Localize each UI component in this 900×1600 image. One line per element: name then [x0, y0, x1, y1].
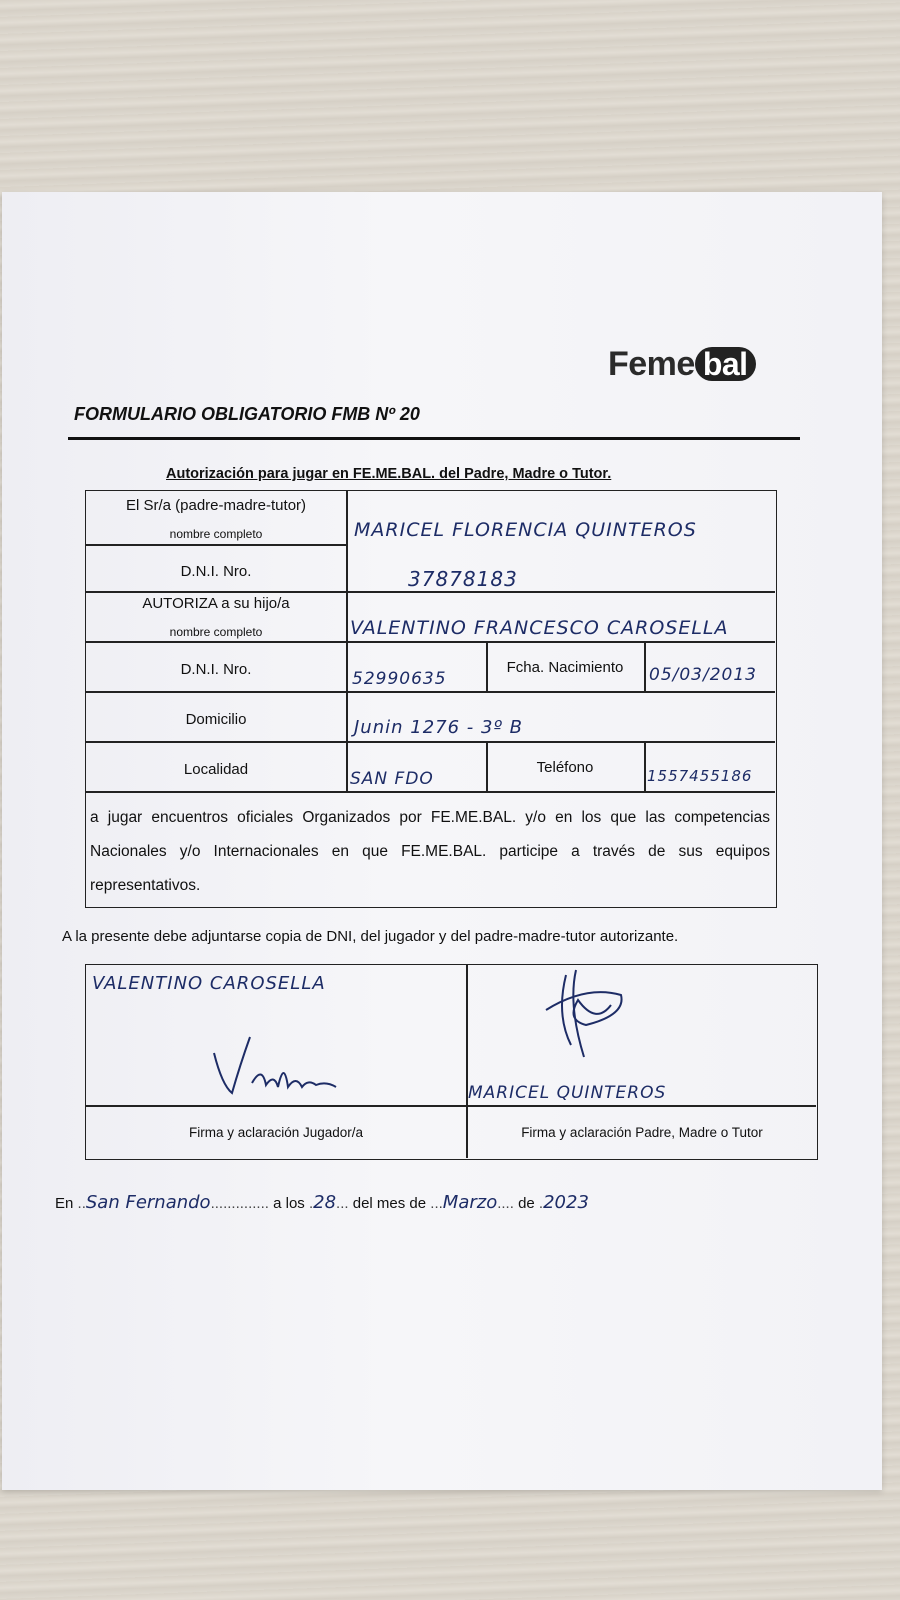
birthdate-value: 05/03/2013 [649, 665, 757, 685]
month-of-label: del mes de [352, 1195, 427, 1212]
child-dni-value: 52990635 [352, 669, 447, 689]
row-line [86, 641, 346, 643]
title-divider [68, 437, 800, 440]
place-value: San Fernando [85, 1192, 211, 1213]
col-line [346, 491, 348, 791]
tutor-signature-label: Firma y aclaración Padre, Madre o Tutor [521, 1125, 763, 1140]
signature-table [85, 964, 818, 1160]
birthdate-label: Fcha. Nacimiento [506, 659, 624, 676]
femebal-logo: Feme bal [608, 345, 756, 384]
tutor-dni-value: 37878183 [408, 567, 518, 591]
phone-value: 1557455186 [647, 767, 753, 785]
player-signature-label: Firma y aclaración Jugador/a [188, 1125, 364, 1140]
col-line [644, 641, 646, 691]
tutor-name-value: MARICEL FLORENCIA QUINTEROS [354, 519, 697, 541]
form-subtitle: Autorización para jugar en FE.ME.BAL. del Padre, Madre o Tutor. [166, 466, 612, 482]
locality-label: Localidad [183, 761, 249, 778]
row-line [86, 591, 775, 593]
tutor-dni-label: D.N.I. Nro. [180, 563, 252, 580]
year-value: 2023 [543, 1192, 589, 1213]
authorization-paragraph: a jugar encuentros oficiales Organizados por FE.ME.BAL. y/o en los que las competencias Nacionales y/o Internacionales en que FE.ME.BAL. participe a través de sus equipos representativos. [90, 809, 770, 894]
tutor-signature-icon [526, 965, 636, 1065]
sig-row-line [86, 1105, 816, 1107]
locality-value: SAN FDO [350, 769, 434, 789]
phone-label: Teléfono [536, 759, 594, 776]
row-line [346, 641, 775, 643]
authorization-table [85, 490, 777, 908]
tutor-name-sig-value: MARICEL QUINTEROS [468, 1083, 667, 1103]
form-title: FORMULARIO OBLIGATORIO FMB Nº 20 [74, 404, 420, 424]
row-line [86, 741, 775, 743]
child-dni-label: D.N.I. Nro. [180, 661, 252, 678]
row-line [86, 791, 775, 793]
child-full-name-label: nombre completo [169, 625, 263, 639]
address-label: Domicilio [185, 711, 247, 728]
player-name-value: VALENTINO CAROSELLA [92, 973, 326, 994]
date-prefix: En [55, 1195, 74, 1212]
player-signature-icon [204, 1025, 354, 1100]
row-line [86, 691, 775, 693]
row-line [86, 544, 346, 546]
full-name-label: nombre completo [169, 527, 263, 541]
col-line [644, 741, 646, 791]
year-of-label: de [518, 1195, 535, 1212]
attachment-note: A la presente debe adjuntarse copia de DNI, del jugador y del padre-madre-tutor autorizante. [62, 928, 679, 945]
address-value: Junin 1276 - 3º B [354, 717, 524, 738]
authorizes-label: AUTORIZA a su hijo/a [142, 595, 290, 612]
date-line: En ..San Fernando.............. a los .28... del mes de ...Marzo.... de .2023 [55, 1192, 589, 1213]
child-name-value: VALENTINO FRANCESCO CAROSELLA [350, 617, 729, 639]
day-value: 28 [313, 1192, 337, 1213]
at-the-label: a los [273, 1195, 305, 1212]
month-value: Marzo [442, 1192, 498, 1213]
tutor-label: El Sr/a (padre-madre-tutor) [125, 497, 307, 514]
